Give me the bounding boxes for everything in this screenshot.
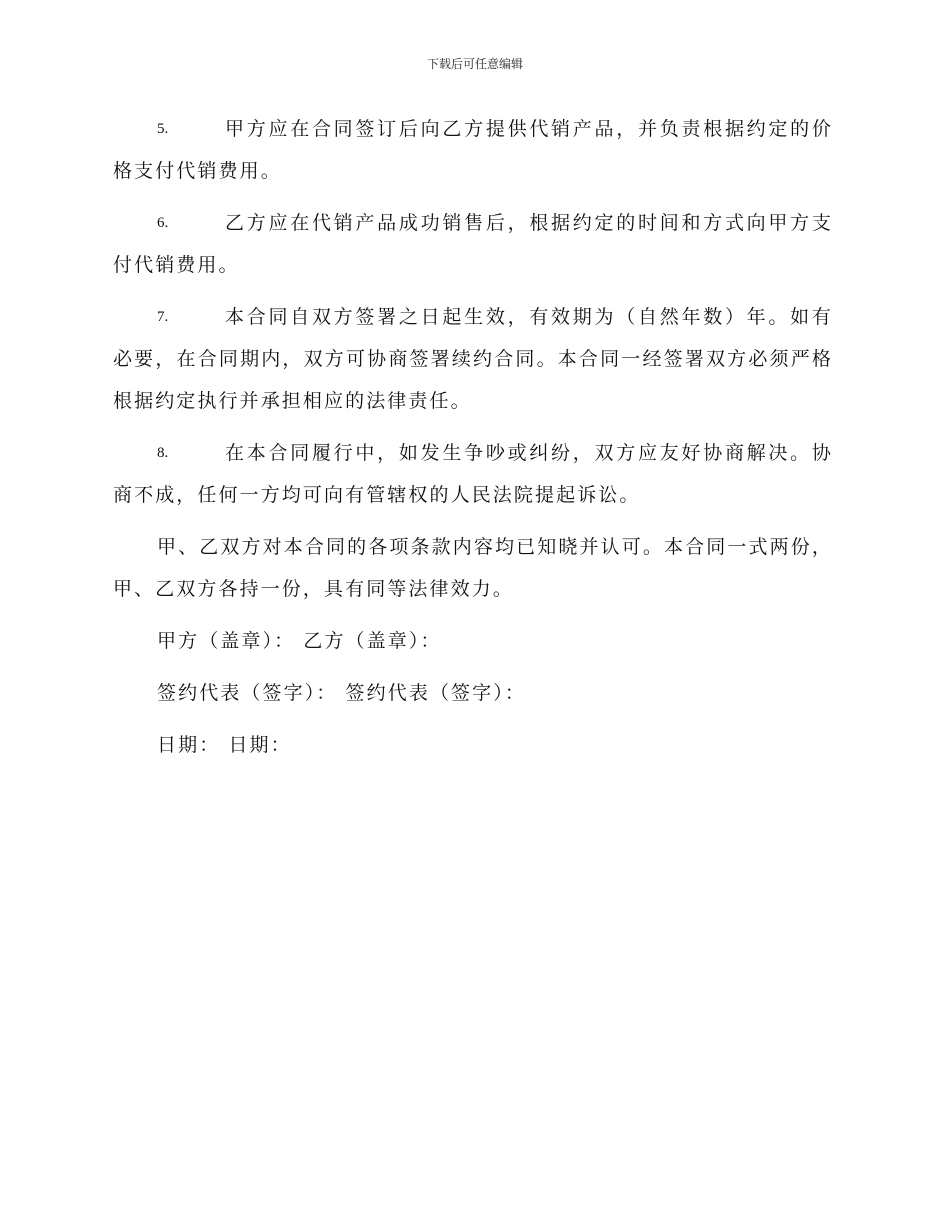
page-header-note: 下载后可任意编辑 — [426, 57, 523, 71]
clause-6 — [113, 202, 833, 286]
clause-number: 5. — [157, 121, 169, 137]
closing-paragraph: 甲、乙双方对本合同的各项条款内容均已知晓并认可。本合同一式两份，甲、乙双方各持一份，具有同等法律效力。 — [113, 536, 833, 600]
clause-number: 7. — [157, 309, 169, 325]
clause-number: 8. — [157, 445, 169, 461]
clause-text: 在本合同履行中，如发生争吵或纠纷，双方应友好协商解决。协商不成，任何一方均可向有管辖权的人民法院提起诉讼。 — [113, 442, 833, 506]
seal-line: 甲方（盖章）： 乙方（盖章）： — [157, 630, 442, 652]
date-line: 日期： 日期： — [157, 734, 292, 756]
clause-8 — [113, 432, 833, 516]
clause-text: 本合同自双方签署之日起生效，有效期为（自然年数）年。如有必要，在合同期内，双方可协商签署续约合同。本合同一经签署双方必须严格根据约定执行并承担相应的法律责任。 — [113, 306, 833, 412]
clause-text: 乙方应在代销产品成功销售后，根据约定的时间和方式向甲方支付代销费用。 — [113, 212, 833, 276]
representative-signature-line: 签约代表（签字）： 签约代表（签字）： — [157, 682, 526, 704]
clause-number: 6. — [157, 215, 169, 231]
clause-7 — [113, 296, 833, 422]
clause-5 — [113, 108, 833, 192]
document-body — [113, 108, 833, 776]
clause-text: 甲方应在合同签订后向乙方提供代销产品，并负责根据约定的价格支付代销费用。 — [113, 118, 833, 182]
